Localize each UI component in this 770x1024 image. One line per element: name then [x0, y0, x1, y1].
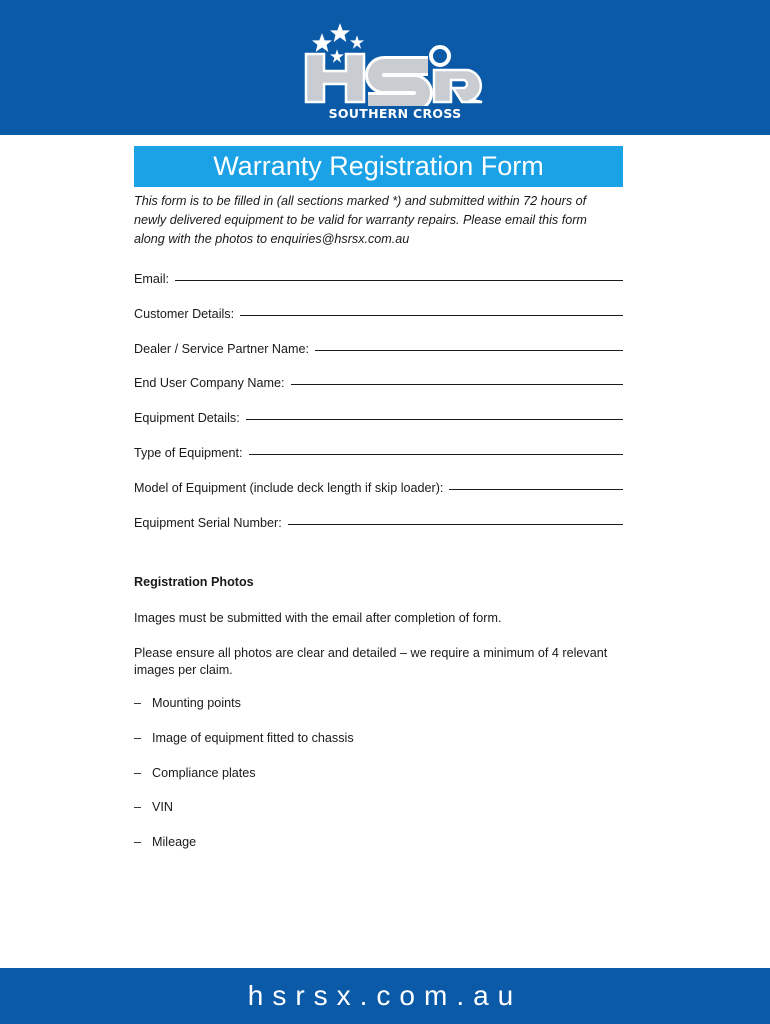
customer-details-field[interactable] [134, 302, 623, 322]
list-item [134, 696, 354, 731]
star-icon [329, 48, 345, 64]
serial-number-input-line[interactable] [288, 524, 623, 525]
email-field[interactable] [134, 267, 623, 287]
field-label: Type of Equipment: [134, 445, 243, 460]
list-item [134, 835, 354, 870]
photo-list [134, 696, 354, 870]
field-label: Customer Details: [134, 306, 235, 321]
field-label: Equipment Details: [134, 411, 240, 426]
intro-line: along with the photos to enquiries@hsrsx.com.au [134, 232, 410, 246]
equipment-model-input-line[interactable] [449, 489, 623, 490]
star-icon [311, 32, 333, 53]
intro-line: This form is to be filled in (all sections marked *) and submitted within 72 hours of [134, 194, 587, 208]
website-link[interactable]: hsrsx.com.au [247, 980, 523, 1011]
list-item-text: Mileage [152, 835, 197, 850]
footer-banner [0, 968, 770, 1024]
header-banner [0, 0, 770, 135]
end-user-company-field[interactable] [134, 371, 623, 391]
dash-bullet: – [134, 765, 142, 780]
list-item-text: Image of equipment fitted to chassis [152, 730, 354, 745]
requirement-line: images per claim. [134, 663, 233, 677]
list-item-text: Compliance plates [152, 765, 256, 780]
dash-bullet: – [134, 800, 142, 815]
logo-graphic [300, 14, 490, 106]
list-item-text: VIN [152, 800, 173, 815]
dealer-name-input-line[interactable] [315, 350, 623, 351]
end-user-company-input-line[interactable] [291, 384, 624, 385]
field-label: Equipment Serial Number: [134, 515, 282, 530]
field-label: End User Company Name: [134, 376, 285, 391]
equipment-type-field[interactable] [134, 441, 623, 461]
requirement-line: Please ensure all photos are clear and detailed – we require a minimum of 4 relevant [134, 646, 608, 660]
star-icon [349, 34, 365, 50]
customer-details-input-line[interactable] [240, 315, 623, 316]
list-item [134, 731, 354, 766]
equipment-type-input-line[interactable] [249, 454, 623, 455]
equipment-details-input-line[interactable] [246, 419, 623, 420]
email-input-line[interactable] [175, 280, 623, 281]
photos-heading: Registration Photos [134, 575, 254, 589]
list-item [134, 800, 354, 835]
dealer-name-field[interactable] [134, 337, 623, 357]
intro-text [134, 192, 624, 249]
field-label: Dealer / Service Partner Name: [134, 341, 309, 356]
photos-requirement [134, 645, 629, 679]
dash-bullet: – [134, 730, 142, 745]
field-label: Model of Equipment (include deck length if skip loader): [134, 480, 444, 495]
dash-bullet: – [134, 835, 142, 850]
serial-number-field[interactable] [134, 511, 623, 531]
intro-line: newly delivered equipment to be valid for warranty repairs. Please email this form [134, 213, 587, 227]
list-item-text: Mounting points [152, 696, 241, 710]
photos-instruction: Images must be submitted with the email after completion of form. [134, 611, 502, 625]
field-label: Email: [134, 272, 169, 286]
form-fields [134, 267, 623, 545]
list-item [134, 766, 354, 801]
equipment-details-field[interactable] [134, 406, 623, 426]
dash-bullet: – [134, 696, 142, 710]
logo-subtitle: SOUTHERN CROSS [328, 106, 462, 121]
equipment-model-field[interactable] [134, 476, 623, 496]
form-title: Warranty Registration Form [134, 146, 623, 187]
hsr-logo [300, 14, 490, 124]
